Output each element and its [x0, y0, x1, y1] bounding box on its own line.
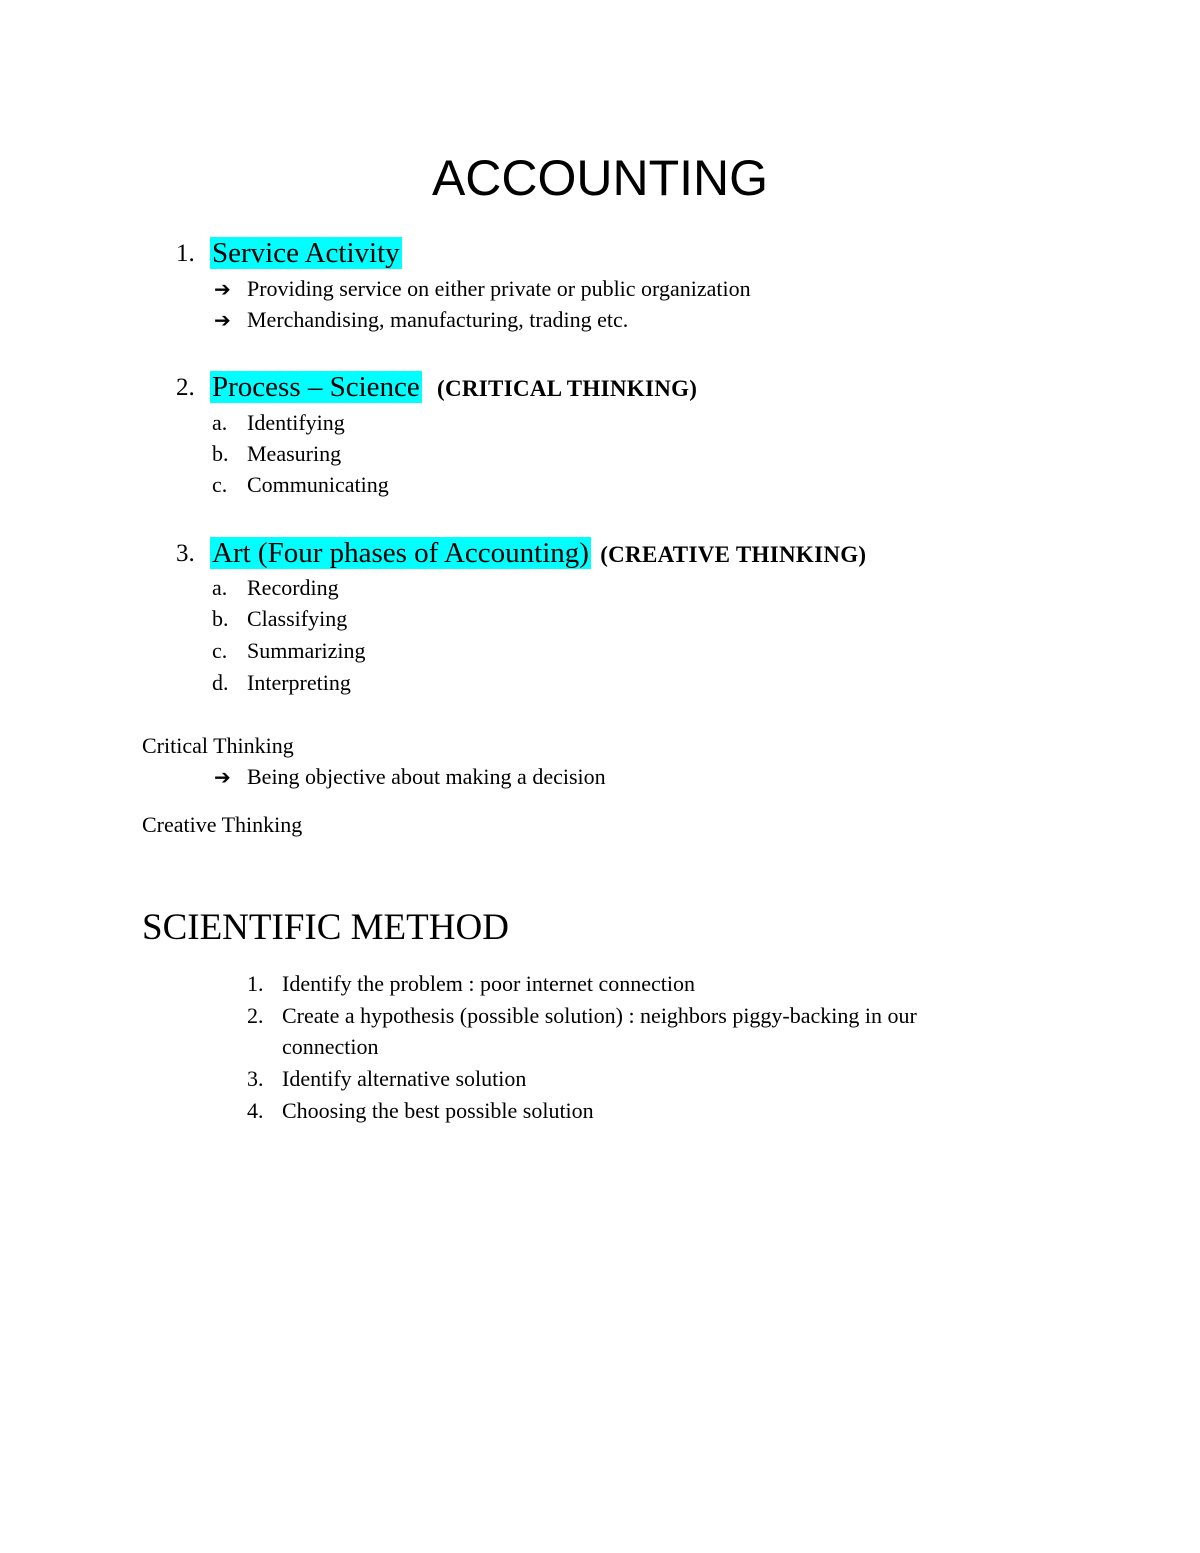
section-3-item-c-letter: c. — [212, 638, 228, 663]
section-3-heading-highlight: Art (Four phases of Accounting) — [212, 537, 589, 569]
section-2-heading — [210, 369, 697, 407]
section-1-arrow-item-1 — [214, 274, 231, 304]
sci-step-1-text: Identify the problem : poor internet connection — [282, 971, 695, 996]
section-1-arrow-item-2 — [214, 305, 231, 335]
section-3-number: 3. — [176, 540, 195, 567]
sci-step-4-number: 4. — [247, 1098, 264, 1123]
sci-step-1-number: 1. — [247, 971, 264, 996]
section-2-tag: (CRITICAL THINKING) — [437, 376, 698, 401]
section-2-item-b-text: Measuring — [247, 441, 342, 466]
critical-thinking-label: Critical Thinking — [142, 733, 294, 758]
sci-step-3-text: Identify alternative solution — [282, 1066, 527, 1091]
section-2-item-a-letter: a. — [212, 410, 228, 435]
section-2-item-c-letter: c. — [212, 472, 228, 497]
section-3-item-d-letter: d. — [212, 670, 229, 695]
section-1-arrow-text-2: Merchandising, manufacturing, trading etc. — [247, 307, 629, 332]
section-2-heading-highlight: Process – Science — [212, 371, 420, 403]
arrow-icon: ➔ — [214, 277, 231, 301]
section-3-item-c-text: Summarizing — [247, 638, 366, 663]
creative-thinking-label: Creative Thinking — [142, 812, 303, 837]
arrow-icon: ➔ — [214, 308, 231, 332]
section-3-item-b-text: Classifying — [247, 606, 348, 631]
critical-thinking-arrow — [214, 762, 231, 792]
section-3-item-d-text: Interpreting — [247, 670, 351, 695]
section-1-number: 1. — [176, 240, 195, 267]
section-3-item-a-text: Recording — [247, 575, 339, 600]
section-2-item-c-text: Communicating — [247, 472, 389, 497]
section-2-item-a-text: Identifying — [247, 410, 345, 435]
section-1-heading-highlight: Service Activity — [212, 237, 400, 269]
page-title: ACCOUNTING — [431, 150, 769, 206]
section-1-arrow-text-1: Providing service on either private or public organization — [247, 276, 751, 301]
sci-step-2-number: 2. — [247, 1003, 264, 1028]
sci-step-3-number: 3. — [247, 1066, 264, 1091]
section-1-heading — [210, 235, 402, 271]
section-3-heading — [210, 535, 866, 573]
arrow-icon: ➔ — [214, 765, 231, 789]
section-3-item-a-letter: a. — [212, 575, 228, 600]
sci-step-2-text-continued: connection — [282, 1034, 379, 1059]
critical-thinking-arrow-text: Being objective about making a decision — [247, 764, 606, 789]
section-2-item-b-letter: b. — [212, 441, 229, 466]
sci-step-4-text: Choosing the best possible solution — [282, 1098, 594, 1123]
section-2-number: 2. — [176, 374, 195, 401]
sci-step-2-text: Create a hypothesis (possible solution) : neighbors piggy-backing in our — [282, 1003, 917, 1028]
scientific-method-title: SCIENTIFIC METHOD — [142, 907, 509, 948]
section-3-tag: (CREATIVE THINKING) — [600, 542, 867, 567]
section-3-item-b-letter: b. — [212, 606, 229, 631]
